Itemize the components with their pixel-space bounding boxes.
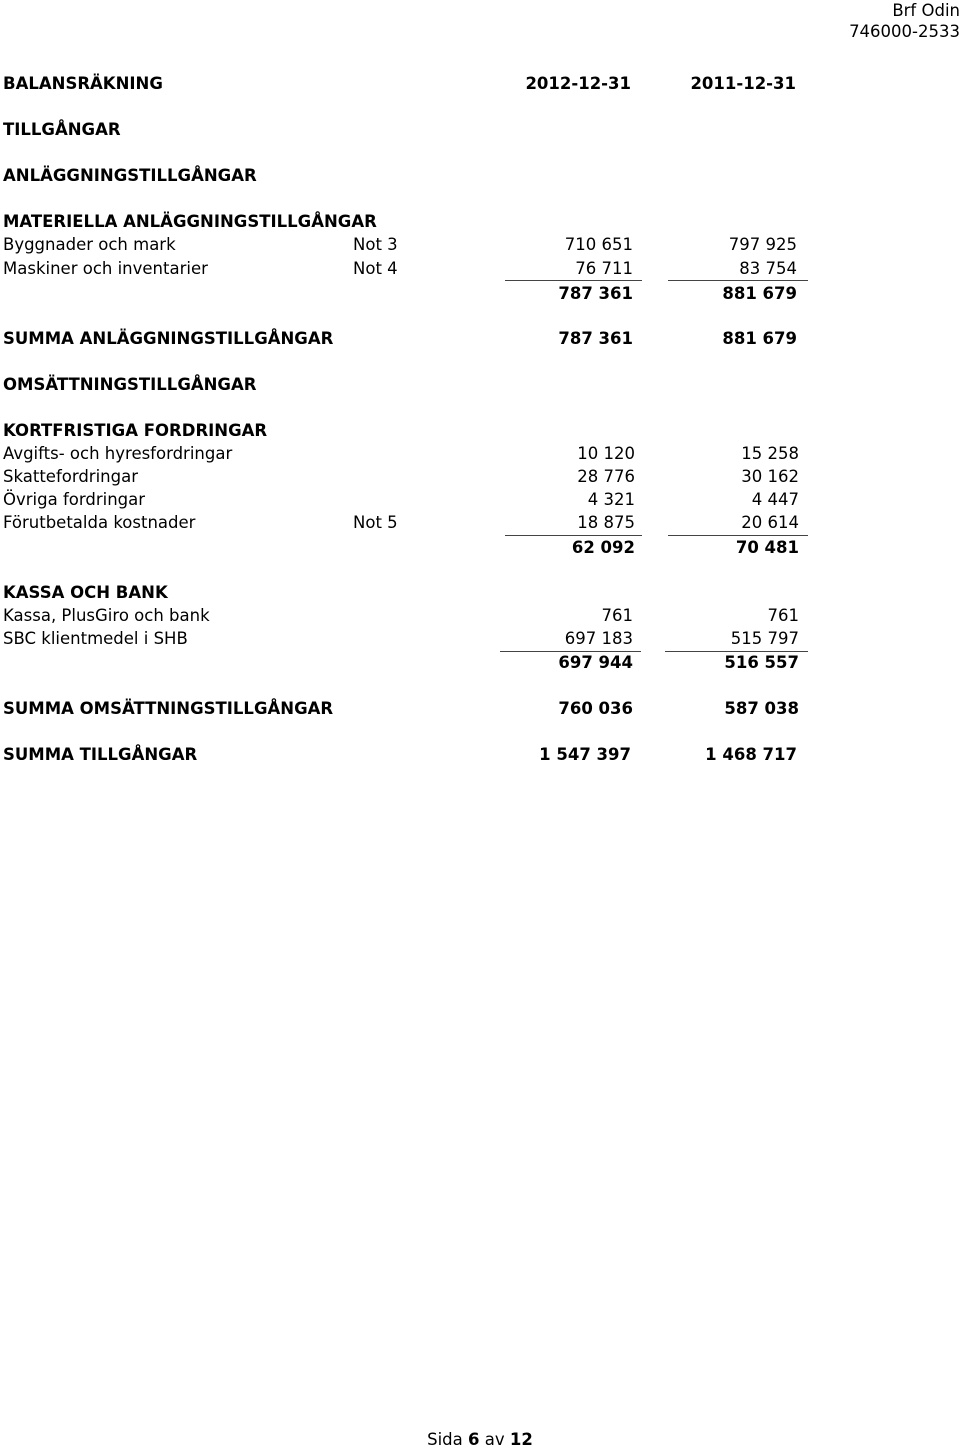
- row-label: Maskiner och inventarier: [3, 259, 208, 278]
- row-value-2012: 28 776: [577, 467, 635, 486]
- row-value-2012: 710 651: [564, 235, 633, 254]
- row-value-2012: 761: [601, 606, 633, 625]
- total-label: SUMMA ANLÄGGNINGSTILLGÅNGAR: [3, 329, 334, 348]
- row-value-2012: 697 183: [564, 629, 633, 648]
- column-header-2012: 2012-12-31: [525, 74, 631, 93]
- total-2012: 760 036: [558, 699, 633, 718]
- row-label: Byggnader och mark: [3, 235, 176, 254]
- row-value-2011: 15 258: [741, 444, 799, 463]
- row-value-2012: 76 711: [575, 259, 633, 278]
- total-2011: 881 679: [722, 329, 797, 348]
- subtotal-2012: 62 092: [571, 538, 635, 557]
- column-header-2011: 2011-12-31: [690, 74, 796, 93]
- row-note: Not 3: [353, 235, 398, 254]
- sum-underline: [668, 280, 808, 281]
- footer-av: av: [484, 1430, 505, 1449]
- subtotal-2011: 516 557: [724, 653, 799, 672]
- row-value-2011: 761: [767, 606, 799, 625]
- header-org: Brf Odin: [892, 1, 960, 20]
- section-kassa: KASSA OCH BANK: [3, 583, 168, 602]
- section-kortfristiga: KORTFRISTIGA FORDRINGAR: [3, 421, 268, 440]
- row-label: Kassa, PlusGiro och bank: [3, 606, 210, 625]
- row-label: Övriga fordringar: [3, 490, 146, 509]
- grand-total-2011: 1 468 717: [705, 745, 797, 764]
- page-footer: [0, 1430, 960, 1449]
- footer-total: 12: [509, 1430, 533, 1449]
- section-anlaggningstillgangar: ANLÄGGNINGSTILLGÅNGAR: [3, 166, 257, 185]
- row-label: Skattefordringar: [3, 467, 139, 486]
- page-title: BALANSRÄKNING: [3, 74, 163, 93]
- subtotal-2011: 881 679: [722, 284, 797, 303]
- section-tillgangar: TILLGÅNGAR: [3, 120, 121, 139]
- section-omsattningstillgangar: OMSÄTTNINGSTILLGÅNGAR: [3, 375, 257, 394]
- subtotal-2011: 70 481: [735, 538, 799, 557]
- subtotal-2012: 787 361: [558, 284, 633, 303]
- row-label: Avgifts- och hyresfordringar: [3, 444, 233, 463]
- total-2012: 787 361: [558, 329, 633, 348]
- footer-prefix: Sida: [427, 1430, 463, 1449]
- total-2011: 587 038: [724, 699, 799, 718]
- row-note: Not 4: [353, 259, 398, 278]
- grand-total-label: SUMMA TILLGÅNGAR: [3, 745, 198, 764]
- row-label: Förutbetalda kostnader: [3, 513, 196, 532]
- row-value-2012: 10 120: [577, 444, 635, 463]
- subtotal-2012: 697 944: [558, 653, 633, 672]
- header-orgnr: 746000-2533: [849, 22, 960, 41]
- row-value-2011: 20 614: [741, 513, 799, 532]
- row-value-2012: 4 321: [587, 490, 635, 509]
- row-value-2012: 18 875: [577, 513, 635, 532]
- row-value-2011: 4 447: [751, 490, 799, 509]
- row-value-2011: 83 754: [739, 259, 797, 278]
- row-value-2011: 30 162: [741, 467, 799, 486]
- section-materiella: MATERIELLA ANLÄGGNINGSTILLGÅNGAR: [3, 212, 377, 231]
- row-value-2011: 797 925: [728, 235, 797, 254]
- grand-total-2012: 1 547 397: [539, 745, 631, 764]
- sum-underline: [505, 280, 642, 281]
- row-note: Not 5: [353, 513, 398, 532]
- footer-page: 6: [468, 1430, 480, 1449]
- total-label: SUMMA OMSÄTTNINGSTILLGÅNGAR: [3, 699, 334, 718]
- row-label: SBC klientmedel i SHB: [3, 629, 188, 648]
- row-value-2011: 515 797: [730, 629, 799, 648]
